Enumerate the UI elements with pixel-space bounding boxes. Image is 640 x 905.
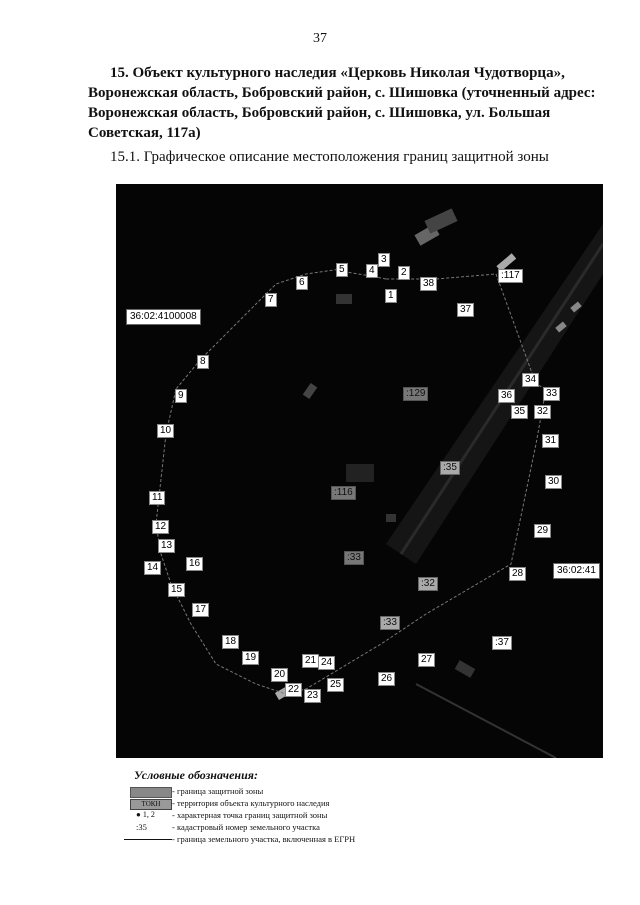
egrn-line-icon [124,839,172,840]
parcel-label: :33 [344,551,364,565]
boundary-point: 30 [545,475,562,489]
boundary-point: 29 [534,524,551,538]
cadastral-label: 36:02:4100008 [126,309,201,325]
boundary-point: 28 [509,567,526,581]
boundary-point: 31 [542,434,559,448]
page-number: 37 [313,31,327,46]
boundary-point: 10 [157,424,174,438]
boundary-point: 16 [186,557,203,571]
object-heading [88,63,602,143]
boundary-point: 9 [175,389,187,403]
legend-text: - граница защитной зоны [172,786,264,796]
legend-item-egrn-line [120,833,540,845]
boundary-point: 11 [149,491,165,505]
boundary-point: 20 [271,668,288,682]
boundary-map [116,184,603,758]
legend-item-zone [120,785,540,797]
boundary-point: 38 [420,277,437,291]
boundary-point: 36 [498,389,515,403]
boundary-point: 7 [265,293,277,307]
legend-text: - кадастровый номер земельного участка [172,822,320,832]
parcel-label: :33 [380,616,400,630]
boundary-point: 17 [192,603,209,617]
boundary-point: 21 [302,654,319,668]
boundary-point: 35 [511,405,528,419]
legend-title: Условные обозначения: [134,768,258,782]
map-legend [120,768,540,845]
heading-line-3: Воронежская область, Бобровский район, с. Шишовка, ул. Большая [88,105,551,121]
boundary-point: 4 [366,264,378,278]
heading-line-4: Советская, 117а) [88,125,201,141]
cadastral-number-symbol: :35 [136,822,147,832]
legend-text: - территория объекта культурного наследия [172,798,330,808]
parcel-label: :37 [492,636,512,650]
boundary-point: 33 [543,387,560,401]
legend-text: - граница земельного участка, включенная в ЕГРН [172,834,356,844]
boundary-point: 8 [197,355,209,369]
boundary-point: 23 [304,689,321,703]
legend-item-okn [120,797,540,809]
okn-swatch-icon: ТОКН [130,799,172,810]
boundary-point: 37 [457,303,474,317]
boundary-point: 32 [534,405,551,419]
boundary-point: 2 [398,266,410,280]
boundary-point: 19 [242,651,259,665]
legend-item-point [120,809,540,821]
boundary-point: 24 [318,656,335,670]
parcel-label: :117 [498,269,523,283]
parcel-label: :35 [440,461,460,475]
boundary-point: 27 [418,653,435,667]
parcel-label: :129 [403,387,428,401]
boundary-point: 1 [385,289,397,303]
boundary-point: 3 [378,253,390,267]
boundary-point: 34 [522,373,539,387]
parcel-label: :32 [418,577,438,591]
parcel-label: :116 [331,486,356,500]
legend-text: - характерная точка границ защитной зоны [172,810,328,820]
boundary-point: 5 [336,263,348,277]
boundary-point: 13 [158,539,175,553]
legend-item-cadastral [120,821,540,833]
map-background [116,184,603,758]
point-dot-icon: ● 1, 2 [136,810,155,819]
boundary-point: 6 [296,276,308,290]
cadastral-label: 36:02:41 [553,563,600,579]
boundary-point: 26 [378,672,395,686]
section-subheading: 15.1. Графическое описание местоположения границ защитной зоны [110,149,549,165]
heading-line-1: 15. Объект культурного наследия «Церковь Николая Чудотворца», [110,65,565,81]
boundary-point: 15 [168,583,185,597]
boundary-point: 22 [285,683,302,697]
boundary-point: 25 [327,678,344,692]
boundary-point: 18 [222,635,239,649]
boundary-point: 12 [152,520,169,534]
boundary-point: 14 [144,561,161,575]
heading-line-2: Воронежская область, Бобровский район, с. Шишовка (уточненный адрес: [88,85,596,101]
